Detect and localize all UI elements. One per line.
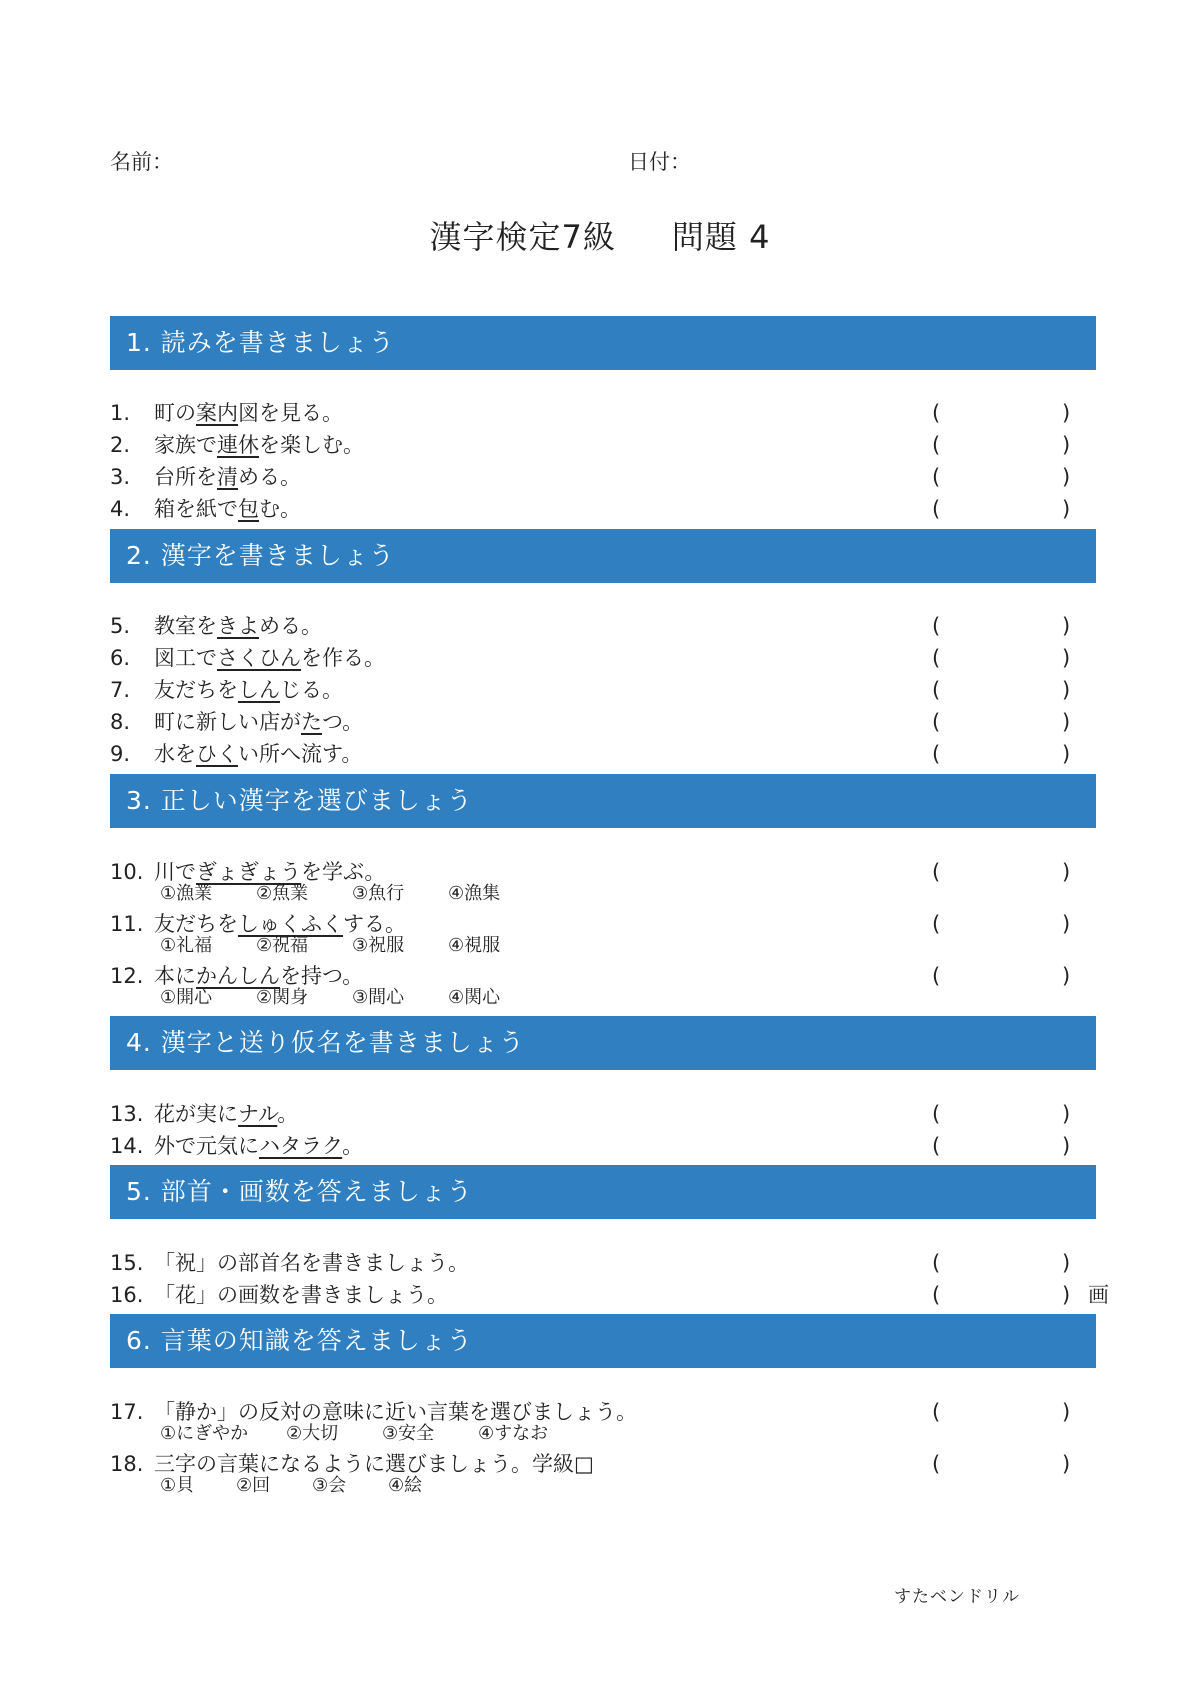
choice-option: ③会: [312, 1475, 347, 1496]
section-header-5: 5. 部首・画数を答えましょう: [110, 1165, 1096, 1219]
choice-list-11: [160, 936, 500, 956]
choice-option: ④絵: [388, 1475, 423, 1496]
answer-box-7[interactable]: ( ): [932, 678, 1071, 702]
target-word: さくひん: [217, 646, 301, 670]
answer-box-2[interactable]: ( ): [932, 433, 1071, 457]
question-11: 11. 友だちをしゅくふくする。: [110, 912, 406, 936]
answer-box-18[interactable]: ( ): [932, 1452, 1071, 1476]
target-word: かんしん: [196, 964, 280, 988]
choice-option: ②祝福: [256, 935, 309, 956]
choice-option: ①礼福: [160, 935, 213, 956]
target-word: しゅくふく: [238, 912, 343, 936]
question-12: 12. 本にかんしんを持つ。: [110, 964, 364, 988]
question-14: 14. 外で元気にハタラク。: [110, 1134, 364, 1158]
question-16: 16. 「花」の画数を書きましょう。: [110, 1283, 448, 1307]
question-number: 5.: [110, 614, 131, 638]
choice-option: ③魚行: [352, 883, 405, 904]
choice-option: ④関心: [448, 987, 501, 1008]
target-word: 連休: [217, 433, 259, 457]
choice-option: ②回: [236, 1475, 271, 1496]
title-sub: 問題 4: [671, 218, 771, 256]
choice-option: ①貝: [160, 1475, 195, 1496]
question-2: 2. 家族で連休を楽しむ。: [110, 433, 364, 457]
section-header-2: 2. 漢字を書きましょう: [110, 529, 1096, 583]
question-number: 10.: [110, 860, 144, 884]
target-word: ハタラク: [259, 1134, 343, 1158]
question-6: 6. 図工でさくひんを作る。: [110, 646, 385, 670]
choice-option: ④すなお: [478, 1423, 549, 1444]
answer-box-3[interactable]: ( ): [932, 465, 1071, 489]
question-number: 6.: [110, 646, 131, 670]
question-5: 5. 教室をきよめる。: [110, 614, 322, 638]
section-header-1: 1. 読みを書きましょう: [110, 316, 1096, 370]
answer-box-17[interactable]: ( ): [932, 1400, 1071, 1424]
choice-option: ③間心: [352, 987, 405, 1008]
question-4: 4. 箱を紙で包む。: [110, 497, 301, 521]
date-label: 日付：: [628, 150, 691, 174]
answer-box-6[interactable]: ( ): [932, 646, 1071, 670]
target-word: 清: [217, 465, 238, 489]
question-number: 2.: [110, 433, 131, 457]
question-18: 18. 三字の言葉になるように選びましょう。学級□: [110, 1452, 594, 1476]
question-15: 15. 「祝」の部首名を書きましょう。: [110, 1251, 469, 1275]
answer-box-9[interactable]: ( ): [932, 742, 1071, 766]
question-number: 3.: [110, 465, 131, 489]
page-title: [0, 212, 1200, 258]
choice-list-12: [160, 988, 500, 1008]
choice-option: ①開心: [160, 987, 213, 1008]
target-word: しん: [238, 678, 280, 702]
target-word: ナル: [238, 1102, 278, 1126]
target-word: 案内: [196, 401, 238, 425]
question-10: 10. 川でぎょぎょうを学ぶ。: [110, 860, 386, 884]
answer-box-10[interactable]: ( ): [932, 860, 1071, 884]
question-number: 12.: [110, 964, 144, 988]
question-number: 4.: [110, 497, 131, 521]
choice-option: ③祝服: [352, 935, 405, 956]
question-13: 13. 花が実にナル。: [110, 1102, 299, 1126]
answer-box-4[interactable]: ( ): [932, 497, 1071, 521]
question-number: 7.: [110, 678, 131, 702]
question-9: 9. 水をひくい所へ流す。: [110, 742, 363, 766]
answer-box-12[interactable]: ( ): [932, 964, 1071, 988]
question-7: 7. 友だちをしんじる。: [110, 678, 343, 702]
target-word: きよ: [217, 614, 259, 638]
question-number: 14.: [110, 1134, 144, 1158]
question-17: 17. 「静か」の反対の意味に近い言葉を選びましょう。: [110, 1400, 637, 1424]
choice-option: ②大切: [286, 1423, 339, 1444]
target-word: 包: [238, 497, 259, 521]
answer-box-16[interactable]: ( ): [932, 1283, 1071, 1307]
question-1: 1. 町の案内図を見る。: [110, 401, 343, 425]
target-word: た: [301, 710, 322, 734]
question-number: 11.: [110, 912, 144, 936]
question-number: 18.: [110, 1452, 144, 1476]
question-number: 9.: [110, 742, 131, 766]
target-word: ひく: [196, 742, 238, 766]
choice-option: ③安全: [382, 1423, 435, 1444]
question-3: 3. 台所を清める。: [110, 465, 301, 489]
question-number: 1.: [110, 401, 131, 425]
question-number: 16.: [110, 1283, 144, 1307]
question-8: 8. 町に新しい店がたつ。: [110, 710, 364, 734]
choice-list-17: [160, 1424, 548, 1444]
section-header-4: 4. 漢字と送り仮名を書きましょう: [110, 1016, 1096, 1070]
answer-box-11[interactable]: ( ): [932, 912, 1071, 936]
question-number: 13.: [110, 1102, 144, 1126]
choice-list-10: [160, 884, 500, 904]
stroke-count-unit: 画: [1088, 1283, 1109, 1307]
name-label: 名前：: [110, 150, 173, 174]
choice-list-18: [160, 1476, 422, 1496]
choice-option: ②関身: [256, 987, 309, 1008]
choice-option: ①にぎやか: [160, 1423, 249, 1444]
choice-option: ②魚業: [256, 883, 309, 904]
choice-option: ④漁集: [448, 883, 501, 904]
answer-box-8[interactable]: ( ): [932, 710, 1071, 734]
question-number: 17.: [110, 1400, 144, 1424]
target-word: ぎょぎょう: [196, 860, 301, 884]
title-main: 漢字検定7級: [429, 218, 616, 256]
answer-box-5[interactable]: ( ): [932, 614, 1071, 638]
choice-option: ①漁業: [160, 883, 213, 904]
question-number: 15.: [110, 1251, 144, 1275]
section-header-6: 6. 言葉の知識を答えましょう: [110, 1314, 1096, 1368]
choice-option: ④視服: [448, 935, 501, 956]
answer-box-13[interactable]: ( ): [932, 1102, 1071, 1126]
question-number: 8.: [110, 710, 131, 734]
section-header-3: 3. 正しい漢字を選びましょう: [110, 774, 1096, 828]
answer-box-14[interactable]: ( ): [932, 1134, 1071, 1158]
answer-box-1[interactable]: ( ): [932, 401, 1071, 425]
footer-brand: すたベンドリル: [894, 1587, 1020, 1607]
answer-box-15[interactable]: ( ): [932, 1251, 1071, 1275]
